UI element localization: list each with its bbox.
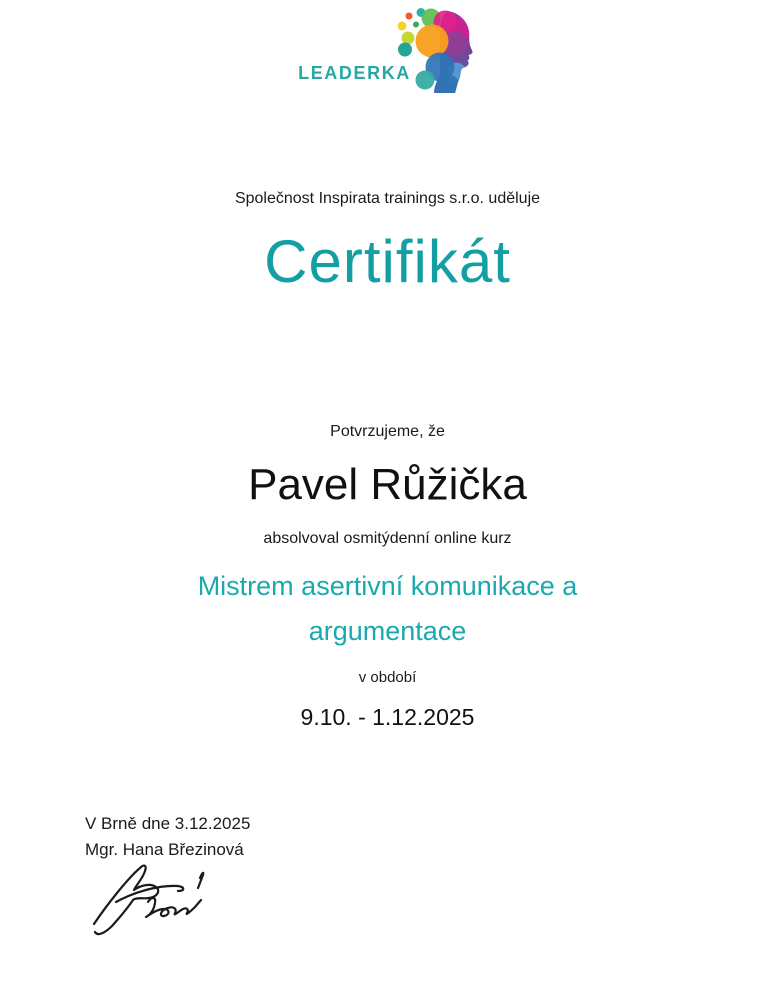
head-profile-icon — [397, 8, 477, 96]
certificate-title: Certifikát — [264, 228, 511, 295]
recipient-name: Pavel Růžička — [248, 460, 527, 509]
leaderka-logo — [0, 8, 775, 96]
leaderka-wordmark: LEADERKA — [298, 63, 411, 83]
signature-image — [88, 858, 238, 953]
signature-stroke-tick — [198, 873, 203, 888]
period-label: v období — [358, 669, 417, 686]
confirm-line: Potvrzujeme, že — [330, 423, 445, 440]
footer-block — [85, 811, 250, 863]
signer-name: Mgr. Hana Březinová — [85, 840, 244, 859]
issuer-line: Společnost Inspirata trainings s.r.o. uděluje — [234, 190, 541, 207]
place-date-line: V Brně dne 3.12.2025 — [85, 814, 251, 833]
course-title: Mistrem asertivní komunikace a argumentace — [197, 571, 578, 646]
course-intro-line: absolvoval osmitýdenní online kurz — [263, 530, 512, 547]
period-value: 9.10. - 1.12.2025 — [300, 704, 475, 730]
signature-stroke-letters — [146, 898, 201, 917]
